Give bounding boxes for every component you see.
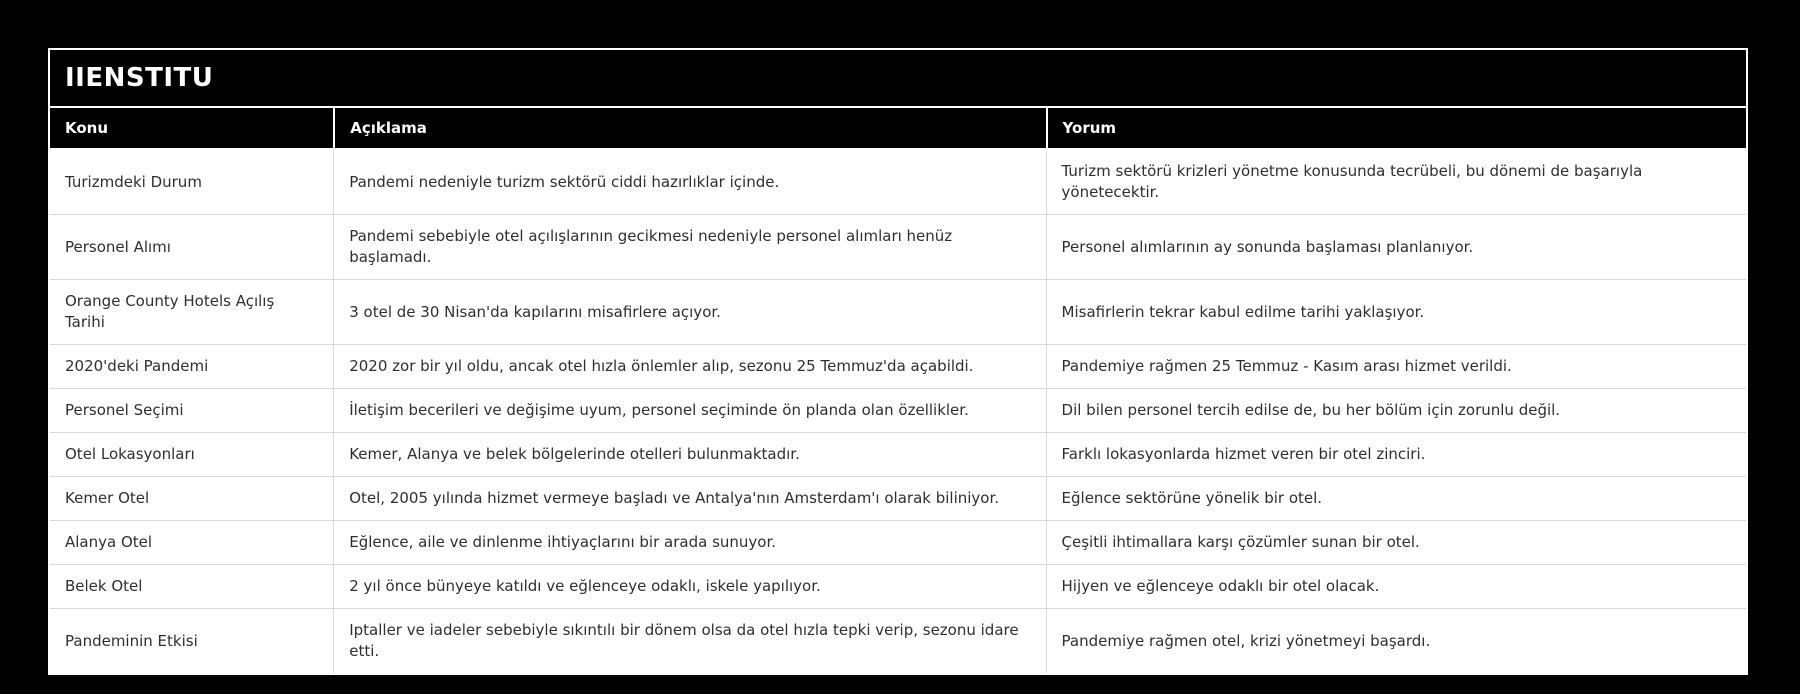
column-header-konu: Konu	[50, 108, 333, 150]
column-header-yorum: Yorum	[1046, 108, 1746, 150]
brand-title: IIENSTITU	[50, 50, 1746, 108]
yorum-cell: Hijyen ve eğlenceye odaklı bir otel olacak.	[1046, 565, 1746, 609]
info-table	[50, 108, 1746, 673]
aciklama-cell: Iptaller ve iadeler sebebiyle sıkıntılı bir dönem olsa da otel hızla tepki verip, sezonu idare etti.	[333, 609, 1045, 673]
aciklama-cell: Pandemi sebebiyle otel açılışlarının gecikmesi nedeniyle personel alımları henüz başlamadı.	[333, 215, 1045, 280]
yorum-cell: Çeşitli ihtimallara karşı çözümler sunan bir otel.	[1046, 521, 1746, 565]
konu-cell: Personel Alımı	[50, 215, 333, 280]
column-header-aciklama: Açıklama	[333, 108, 1045, 150]
konu-cell: Otel Lokasyonları	[50, 433, 333, 477]
konu-cell: Orange County Hotels Açılış Tarihi	[50, 280, 333, 345]
aciklama-cell: Pandemi nedeniyle turizm sektörü ciddi hazırlıklar içinde.	[333, 150, 1045, 215]
table-row	[50, 150, 1746, 215]
yorum-cell: Pandemiye rağmen 25 Temmuz - Kasım arası hizmet verildi.	[1046, 345, 1746, 389]
yorum-cell: Dil bilen personel tercih edilse de, bu her bölüm için zorunlu değil.	[1046, 389, 1746, 433]
yorum-cell: Farklı lokasyonlarda hizmet veren bir otel zinciri.	[1046, 433, 1746, 477]
yorum-cell: Misafirlerin tekrar kabul edilme tarihi yaklaşıyor.	[1046, 280, 1746, 345]
konu-cell: Alanya Otel	[50, 521, 333, 565]
table-row	[50, 609, 1746, 673]
konu-cell: Belek Otel	[50, 565, 333, 609]
table-row	[50, 433, 1746, 477]
yorum-cell: Turizm sektörü krizleri yönetme konusunda tecrübeli, bu dönemi de başarıyla yönetecektir.	[1046, 150, 1746, 215]
aciklama-cell: İletişim becerileri ve değişime uyum, personel seçiminde ön planda olan özellikler.	[333, 389, 1045, 433]
aciklama-cell: 2020 zor bir yıl oldu, ancak otel hızla önlemler alıp, sezonu 25 Temmuz'da açabildi.	[333, 345, 1045, 389]
table-panel	[48, 48, 1748, 675]
yorum-cell: Pandemiye rağmen otel, krizi yönetmeyi başardı.	[1046, 609, 1746, 673]
table-row	[50, 280, 1746, 345]
table-row	[50, 565, 1746, 609]
table-row	[50, 389, 1746, 433]
konu-cell: Pandeminin Etkisi	[50, 609, 333, 673]
konu-cell: Personel Seçimi	[50, 389, 333, 433]
aciklama-cell: 2 yıl önce bünyeye katıldı ve eğlenceye odaklı, iskele yapılıyor.	[333, 565, 1045, 609]
yorum-cell: Personel alımlarının ay sonunda başlaması planlanıyor.	[1046, 215, 1746, 280]
table-row	[50, 477, 1746, 521]
table-row	[50, 521, 1746, 565]
konu-cell: Kemer Otel	[50, 477, 333, 521]
table-row	[50, 215, 1746, 280]
table-header-row	[50, 108, 1746, 150]
table-row	[50, 345, 1746, 389]
aciklama-cell: 3 otel de 30 Nisan'da kapılarını misafirlere açıyor.	[333, 280, 1045, 345]
aciklama-cell: Otel, 2005 yılında hizmet vermeye başladı ve Antalya'nın Amsterdam'ı olarak biliniyor.	[333, 477, 1045, 521]
yorum-cell: Eğlence sektörüne yönelik bir otel.	[1046, 477, 1746, 521]
konu-cell: Turizmdeki Durum	[50, 150, 333, 215]
aciklama-cell: Eğlence, aile ve dinlenme ihtiyaçlarını bir arada sunuyor.	[333, 521, 1045, 565]
aciklama-cell: Kemer, Alanya ve belek bölgelerinde otelleri bulunmaktadır.	[333, 433, 1045, 477]
konu-cell: 2020'deki Pandemi	[50, 345, 333, 389]
